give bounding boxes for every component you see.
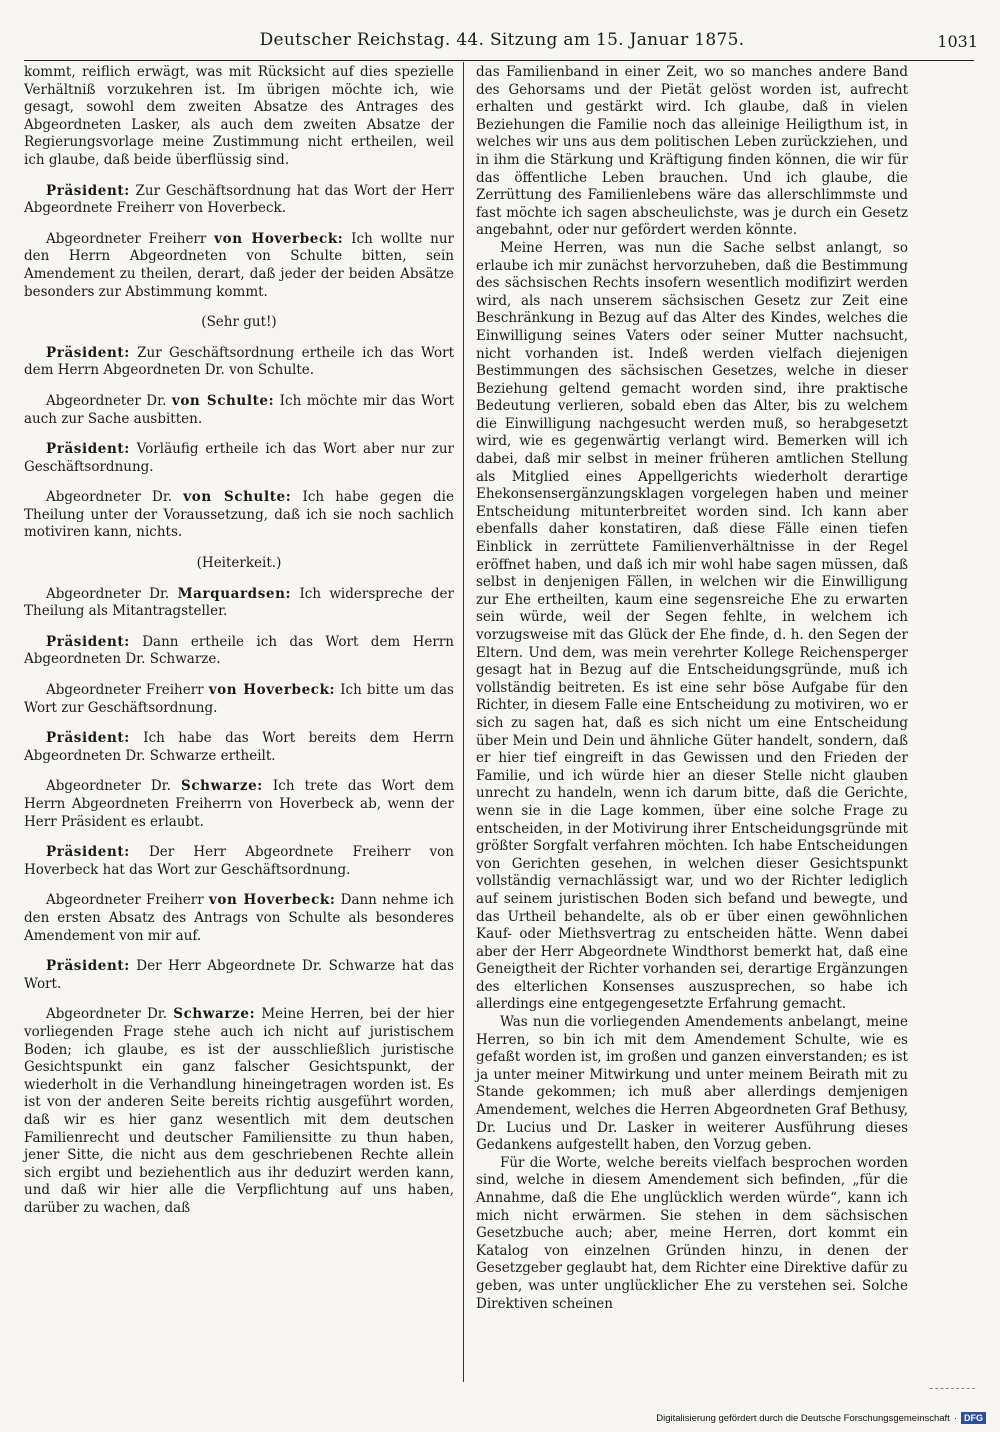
speech-paragraph: Meine Herren, was nun die Sache selbst anlangt, so erlaube ich mir zunächst hervorzuheben, daß die Bestimmung des sächsischen Rechts insofern wesentlich modifizirt werden wird, als nach unserem sächsischen Gesetz zur Zeit eine Beschränkung in Bezug auf das Alter des Kindes, welches die Einwilligung seines Vaters oder seiner Mutter nachsucht, nicht vorhanden ist. Indeß werden vielfach diejenigen Bestimmungen des sächsischen Gesetzes, welche in dieser Beziehung geltend gemacht worden sind, ihre praktische Bedeutung verlieren, sobald eben das Alter, bis zu welchem die Einwilligung nachgesucht werden muß, so herabgesetzt wird, wie es gegenwärtig verlangt wird. Bemerken will ich dabei, daß mir selbst in meiner früheren amtlichen Stellung als Mitglied eines Appellgerichts wiederholt derartige Ehekonsensergänzungsklagen vorgelegen haben und meiner Entscheidung mitunterbreitet worden sind. Ich kann aber ebenfalls daher konstatiren, daß diese Fälle einen tiefen Einblick in zerrüttete Familienverhältnisse in der Regel eröffnet haben, und daß ich mir wohl habe sagen müssen, daß selbst in denjenigen Fällen, in welchen wir die Einwilligung zur Ehe ertheilten, kaum eine segensreiche Ehe zu erwarten sein würde, weil der Segen fehlte, in welchem ich vorzugsweise mit das Glück der Ehe finde, d. h. den Segen der Eltern. Und dem, was mein verehrter Kollege Reichensperger gesagt hat in Bezug auf die Entscheidungsgründe, muß ich vollständig beitreten. Es ist eine sehr böse Aufgabe für den Richter, in diesem Falle eine Entscheidung zu motiviren, wo er sich zu sagen hat, daß es sich nicht um eine Entscheidung über Mein und Dein und ähnliche Güter handelt, sondern, daß er hier tief eingreift in das Gewissen und den Frieden der Familie, und ich würde hier an dieser Stelle nicht glauben unrecht zu handeln, wenn ich darum bitte, daß die Gerichte, wenn sie in die Lage kommen, über eine solche Frage zu entscheiden, in der Motivirung ihrer Entscheidungsgründe mit größter Sorgfalt verfahren möchten. Ich habe Entscheidungen von Gerichten gesehen, in welchen dieser Gesichtspunkt vollständig vernachlässigt war, und wo der Richter lediglich auf seinem juristischen Boden sich befand und bewegte, und das Urtheil behandelte, als ob er über einen gewöhnlichen Kauf- oder Miethsvertrag zu entscheiden hätte. Wenn dabei aber der Herr Abgeordnete Windthorst bemerkt hat, daß eine Geneigtheit der Richter vorhanden sei, derartige Ergänzungen des elterlichen Konsenses auszusprechen, so habe ich allerdings eine entgegengesetzte Erfahrung gemacht. <box>476 239 908 1013</box>
speech-text: Der Herr Abgeordnete Dr. Schwarze hat das Wort. <box>24 958 454 992</box>
speech-paragraph: das Familienband in einer Zeit, wo so manches andere Band des Gehorsams und der Pietät gelöst worden ist, aufrecht erhalten und gestärkt wird. Ich glaube, daß in vielen Beziehungen die Familie noch das alleinige Heiligthum ist, in welches wir uns aus dem politischen Leben zurückziehen, und in ihm die Stärkung und Kräftigung finden können, die wir für das öffentliche Leben brauchen. Und ich glaube, die Zerrüttung des Familienlebens wäre das allerschlimmste und fast möchte ich sagen abscheulichste, was je durch ein Gesetz angebahnt, oder nur gefördert werden könnte. <box>476 64 908 239</box>
interjection: (Heiterkeit.) <box>196 555 282 572</box>
speech-text: Ich habe das Wort bereits dem Herrn Abgeordneten Dr. Schwarze ertheilt. <box>24 730 454 764</box>
speech-text: Vorläufig ertheile ich das Wort aber nur zur Geschäftsordnung. <box>24 441 454 475</box>
speaker-name: von Hoverbeck: <box>208 682 336 699</box>
paragraph-text: kommt, reiflich erwägt, was mit Rücksicht auf dies spezielle Verhältniß vorzukehren ist. Im übrigen möchte ich, wie gesagt, sowohl dem zweiten Absatze des Antrages des Abgeordneten Lasker, als auch dem zweiten Absatze der Regierungsvorlage meine Zustimmung nicht ertheilen, weil ich glaube, daß beide überflüssig sind. <box>24 64 454 168</box>
speaker-name: Präsident: <box>46 730 130 747</box>
speech-text: Ich habe gegen die Theilung unter der Voraussetzung, daß ich sie noch sachlich motiviren kann, nichts. <box>24 489 454 541</box>
header-rule <box>24 60 974 61</box>
column-divider <box>463 62 464 1382</box>
speaker-name: von Schulte: <box>171 392 275 409</box>
speech-paragraph <box>24 682 454 717</box>
speech-paragraph <box>24 231 454 301</box>
speech-text: Ich bitte um das Wort zur Geschäftsordnung. <box>24 682 454 716</box>
speech-paragraph <box>24 730 454 765</box>
speaker-name: Präsident: <box>46 844 130 861</box>
speaker-name: Präsident: <box>46 344 130 361</box>
speaker-name: von Hoverbeck: <box>214 230 344 247</box>
running-title: Deutscher Reichstag. 44. Sitzung am 15. Januar 1875. <box>259 30 745 50</box>
speech-paragraph <box>24 393 454 428</box>
speaker-title: Abgeordneter Dr. <box>46 489 184 506</box>
speaker-name: Präsident: <box>46 182 130 199</box>
bottom-rule <box>930 1388 975 1389</box>
speaker-title: Abgeordneter Dr. <box>46 1006 174 1023</box>
footer-credit: Digitalisierung gefördert durch die Deutsche Forschungsgemeinschaft <box>656 1412 950 1424</box>
speech-text: Ich trete das Wort dem Herrn Abgeordneten Freiherrn von Hoverbeck ab, wenn der Herr Präsident es erlaubt. <box>24 778 455 830</box>
speech-paragraph <box>24 778 454 831</box>
speech-paragraph: Was nun die vorliegenden Amendements anbelangt, meine Herren, so bin ich mit dem Amendement Schulte, wie es gefaßt worden ist, im großen und ganzen einverstanden; es ist ja unter meiner Mitwirkung und unter meinem Beirath mit zu Stande gekommen; ich muß aber allerdings demjenigen Amendement, welches die Herren Abgeordneten Graf Bethusy, Dr. Lucius und Dr. Lasker in weiterer Ausführung dieses Gedankens aufgestellt haben, den Vorzug geben. <box>476 1014 908 1154</box>
speech-text: Ich widerspreche der Theilung als Mitantragsteller. <box>24 585 455 620</box>
speaker-name: Präsident: <box>46 633 130 650</box>
speaker-name: Präsident: <box>46 958 130 975</box>
speaker-title: Abgeordneter Freiherr <box>46 230 215 247</box>
speech-paragraph <box>24 892 454 945</box>
speaker-name: Schwarze: <box>173 1006 256 1023</box>
interjection: (Sehr gut!) <box>201 314 277 331</box>
speech-paragraph: Für die Worte, welche bereits vielfach besprochen worden sind, welche in diesem Amendement sich befinden, „für die Annahme, daß die Ehe unglücklich werden würde“, kann ich mich nicht erwärmen. Sie stehen in dem sächsischen Gesetzbuche auch; aber, meine Herren, dort kommt ein Katalog von einzelnen Gründen hinzu, in denen der Gesetzgeber geglaubt hat, dem Richter eine Direktive dafür zu geben, was unter unglücklicher Ehe zu verstehen sei. Solche Direktiven scheinen <box>476 1154 908 1312</box>
page-number: 1031 <box>937 32 978 51</box>
speech-paragraph <box>24 958 454 993</box>
speaker-name: von Schulte: <box>183 489 292 506</box>
speaker-name: von Hoverbeck: <box>208 892 336 909</box>
speech-text: Dann nehme ich den ersten Absatz des Antrags von Schulte als besonderes Amendement von mir auf. <box>24 892 454 944</box>
footer: Digitalisierung gefördert durch die Deutsche Forschungsgemeinschaft · DFG <box>656 1412 986 1424</box>
speech-paragraph <box>24 345 454 380</box>
speech-text: Der Herr Abgeordnete Freiherr von Hoverbeck hat das Wort zur Geschäftsordnung. <box>24 844 454 878</box>
speech-text: Meine Herren, bei der hier vorliegenden Frage stehe auch ich nicht auf juristischem Boden; ich glaube, es ist der ausschließlich juristische Gesichtspunkt ein ganz falscher Gesichtspunkt, der wiederholt in die Verhandlung hineingetragen worden ist. Es ist von der anderen Seite bereits richtig ausgeführt worden, daß wir es hier ganz wesentlich mit dem deutschen Familienrecht und deutscher Familiensitte zu thun haben, jener Sitte, die nicht aus dem geschriebenen Rechte allein sich ergibt und beziehentlich aus ihr deduzirt werden kann, und daß wir hier alle die Verpflichtung auf uns haben, darüber zu wachen, daß <box>24 1006 455 1216</box>
speech-paragraph <box>24 844 454 879</box>
paragraph-continued <box>24 64 454 170</box>
speech-paragraph <box>24 183 454 218</box>
speech-paragraph <box>24 586 454 621</box>
speaker-title: Abgeordneter Freiherr <box>46 682 209 699</box>
speech-paragraph <box>24 634 454 669</box>
speaker-title: Abgeordneter Freiherr <box>46 892 209 909</box>
right-column <box>476 64 908 1313</box>
speaker-title: Abgeordneter Dr. <box>46 585 178 602</box>
speech-paragraph <box>24 441 454 476</box>
dfg-logo: DFG <box>961 1412 986 1424</box>
speaker-name: Schwarze: <box>180 778 263 795</box>
speaker-name: Marquardsen: <box>177 585 292 602</box>
speech-text: Ich möchte mir das Wort auch zur Sache ausbitten. <box>24 392 454 427</box>
speech-paragraph <box>24 489 454 542</box>
speech-text: Ich wollte nur den Herrn Abgeordneten von Schulte bitten, sein Amendement zu theilen, derart, daß jeder der beiden Absätze besonders zur Abstimmung kommt. <box>24 230 454 300</box>
speech-text: Dann ertheile ich das Wort dem Herrn Abgeordneten Dr. Schwarze. <box>24 633 454 668</box>
speech-text: Zur Geschäftsordnung hat das Wort der Herr Abgeordnete Freiherr von Hoverbeck. <box>24 182 454 217</box>
speech-text: Zur Geschäftsordnung ertheile ich das Wort dem Herrn Abgeordneten Dr. von Schulte. <box>24 344 454 379</box>
speech-paragraph <box>24 1006 454 1217</box>
speaker-name: Präsident: <box>46 441 130 458</box>
left-column <box>24 64 454 1230</box>
speaker-title: Abgeordneter Dr. <box>46 392 172 409</box>
speaker-title: Abgeordneter Dr. <box>46 778 181 795</box>
page-header <box>24 30 980 56</box>
